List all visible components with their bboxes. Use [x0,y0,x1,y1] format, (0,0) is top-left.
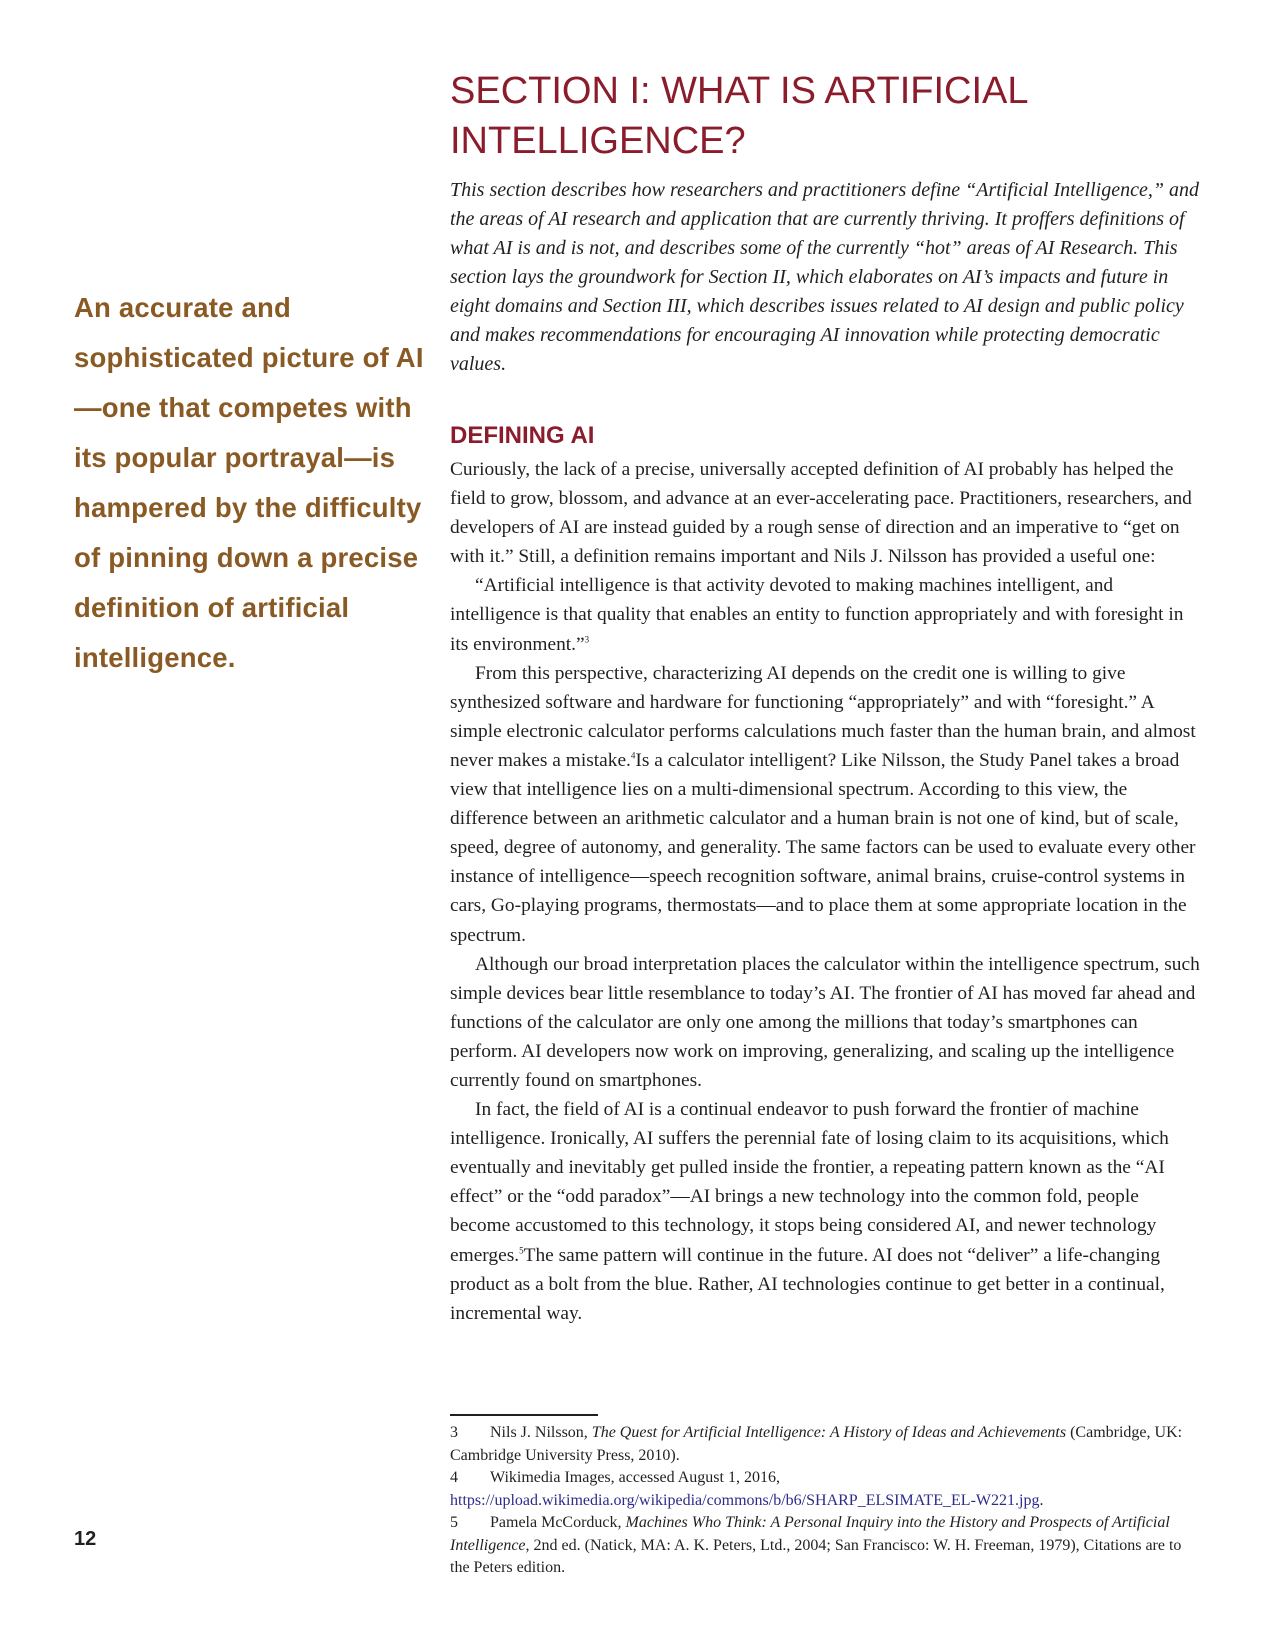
footnote-divider [450,1414,598,1416]
paragraph-5-text-b: The same pattern will continue in the future. AI does not “deliver” a life-changing product as a bolt from the blue. Rather, AI technologies continue to get better in a continual, incremental way. [450,1244,1165,1324]
footnote-4 [450,1467,1202,1512]
footnote-number: 3 [450,1424,458,1441]
footnote-ref-5: 5 [519,1245,524,1256]
section-title-line2: INTELLIGENCE? [450,120,746,162]
section-intro: This section describes how researchers and practitioners define “Artificial Intelligence,” and the areas of AI research and application that are currently thriving. It proffers definitions of what AI is and is not, and describes some of the currently “hot” areas of AI Research. This section lays the groundwork for Section II, which elaborates on AI’s impacts and future in eight domains and Section III, which describes issues related to AI design and public policy and makes recommendations for encouraging AI innovation while protecting democratic values. [450,179,1199,375]
footnote-book-title: The Quest for Artificial Intelligence: A History of Ideas and Achievements [591,1424,1067,1441]
paragraph-5-text-a: In fact, the field of AI is a continual endeavor to push forward the frontier of machine intelligence. Ironically, AI suffers the perennial fate of losing claim to its acquisitions, which eventually and inevitably get pulled inside the frontier, a repeating pattern known as the “AI effect” or the “odd paradox”—AI brings a new technology into the common fold, people become accustomed to this technology, it stops being considered AI, and newer technology emerges. [450,1099,1169,1266]
body-text [450,455,1202,1328]
footnote-url-link[interactable]: https://upload.wikimedia.org/wikipedia/commons/b/b6/SHARP_ELSIMATE_EL-W221.jpg [450,1491,1040,1509]
footnote-text: (Cambridge, UK: Cambridge University Press, 2010). [450,1424,1183,1464]
paragraph-2 [450,571,1202,658]
paragraph-4: Although our broad interpretation places the calculator within the intelligence spectrum, such simple devices bear little resemblance to today’s AI. The frontier of AI has moved far ahead and functions of the calculator are only one among the millions that today’s smartphones can perform. AI developers now work on improving, generalizing, and scaling up the intelligence currently found on smartphones. [450,953,1200,1091]
pull-quote: An accurate and sophisticated picture of AI—one that competes with its popular portrayal—is hampered by the difficulty of pinning down a precise definition of artificial intelligence. [74,292,424,673]
footnote-3 [450,1422,1202,1467]
footnote-ref-3: 3 [584,634,590,645]
paragraph-5 [450,1095,1202,1328]
section-title-line1: SECTION I: WHAT IS ARTIFICIAL [450,70,1029,112]
footnote-number: 5 [450,1514,458,1531]
paragraph-2-text: “Artificial intelligence is that activity devoted to making machines intelligent, and intelligence is that quality that enables an entity to function appropriately and with foresight in its environment.” [450,575,1184,655]
footnote-text: Pamela McCorduck, [490,1514,626,1531]
paragraph-1: Curiously, the lack of a precise, universally accepted definition of AI probably has helped the field to grow, blossom, and advance at an ever-accelerating pace. Practitioners, researchers, and developers of AI are instead guided by a rough sense of direction and an imperative to “get on with it.” Still, a definition remains important and Nils J. Nilsson has provided a useful one: [450,459,1192,568]
footnote-text: Nils J. Nilsson, [490,1424,592,1441]
footnote-number: 4 [450,1469,458,1486]
subhead-defining-ai: DEFINING AI [450,422,595,449]
footnote-ref-4: 4 [630,750,636,761]
footnote-text: . [1039,1491,1044,1509]
main-column [450,66,1202,1328]
paragraph-3-text-b: Is a calculator intelligent? Like Nilsson, the Study Panel takes a broad view that intelligence lies on a multi-dimensional spectrum. According to this view, the difference between an arithmetic calculator and a human brain is not one of kind, but of scale, speed, degree of autonomy, and generality. The same factors can be used to evaluate every other instance of intelligence—speech recognition software, animal brains, cruise-control systems in cars, Go-playing programs, thermostats—and to place them at some appropriate location in the spectrum. [450,749,1196,946]
paragraph-3-text-a: From this perspective, characterizing AI depends on the credit one is willing to give synthesized software and hardware for functioning “appropriately” and with “foresight.” A simple electronic calculator performs calculations much faster than the human brain, and almost never makes a mistake. [450,662,1196,771]
section-title [450,66,1202,166]
footnotes [450,1422,1202,1580]
footnote-book-title: Machines Who Think: A Personal Inquiry into the History and Prospects of Artificial Intelligence [450,1514,1170,1554]
paragraph-3 [450,659,1202,950]
page-number: 12 [74,1528,97,1550]
footnote-5 [450,1512,1202,1580]
footnote-text: Wikimedia Images, accessed August 1, 2016, [490,1469,780,1486]
footnote-text: , 2nd ed. (Natick, MA: A. K. Peters, Ltd., 2004; San Francisco: W. H. Freeman, 1979), Citations are to the Peters edition. [450,1536,1182,1576]
